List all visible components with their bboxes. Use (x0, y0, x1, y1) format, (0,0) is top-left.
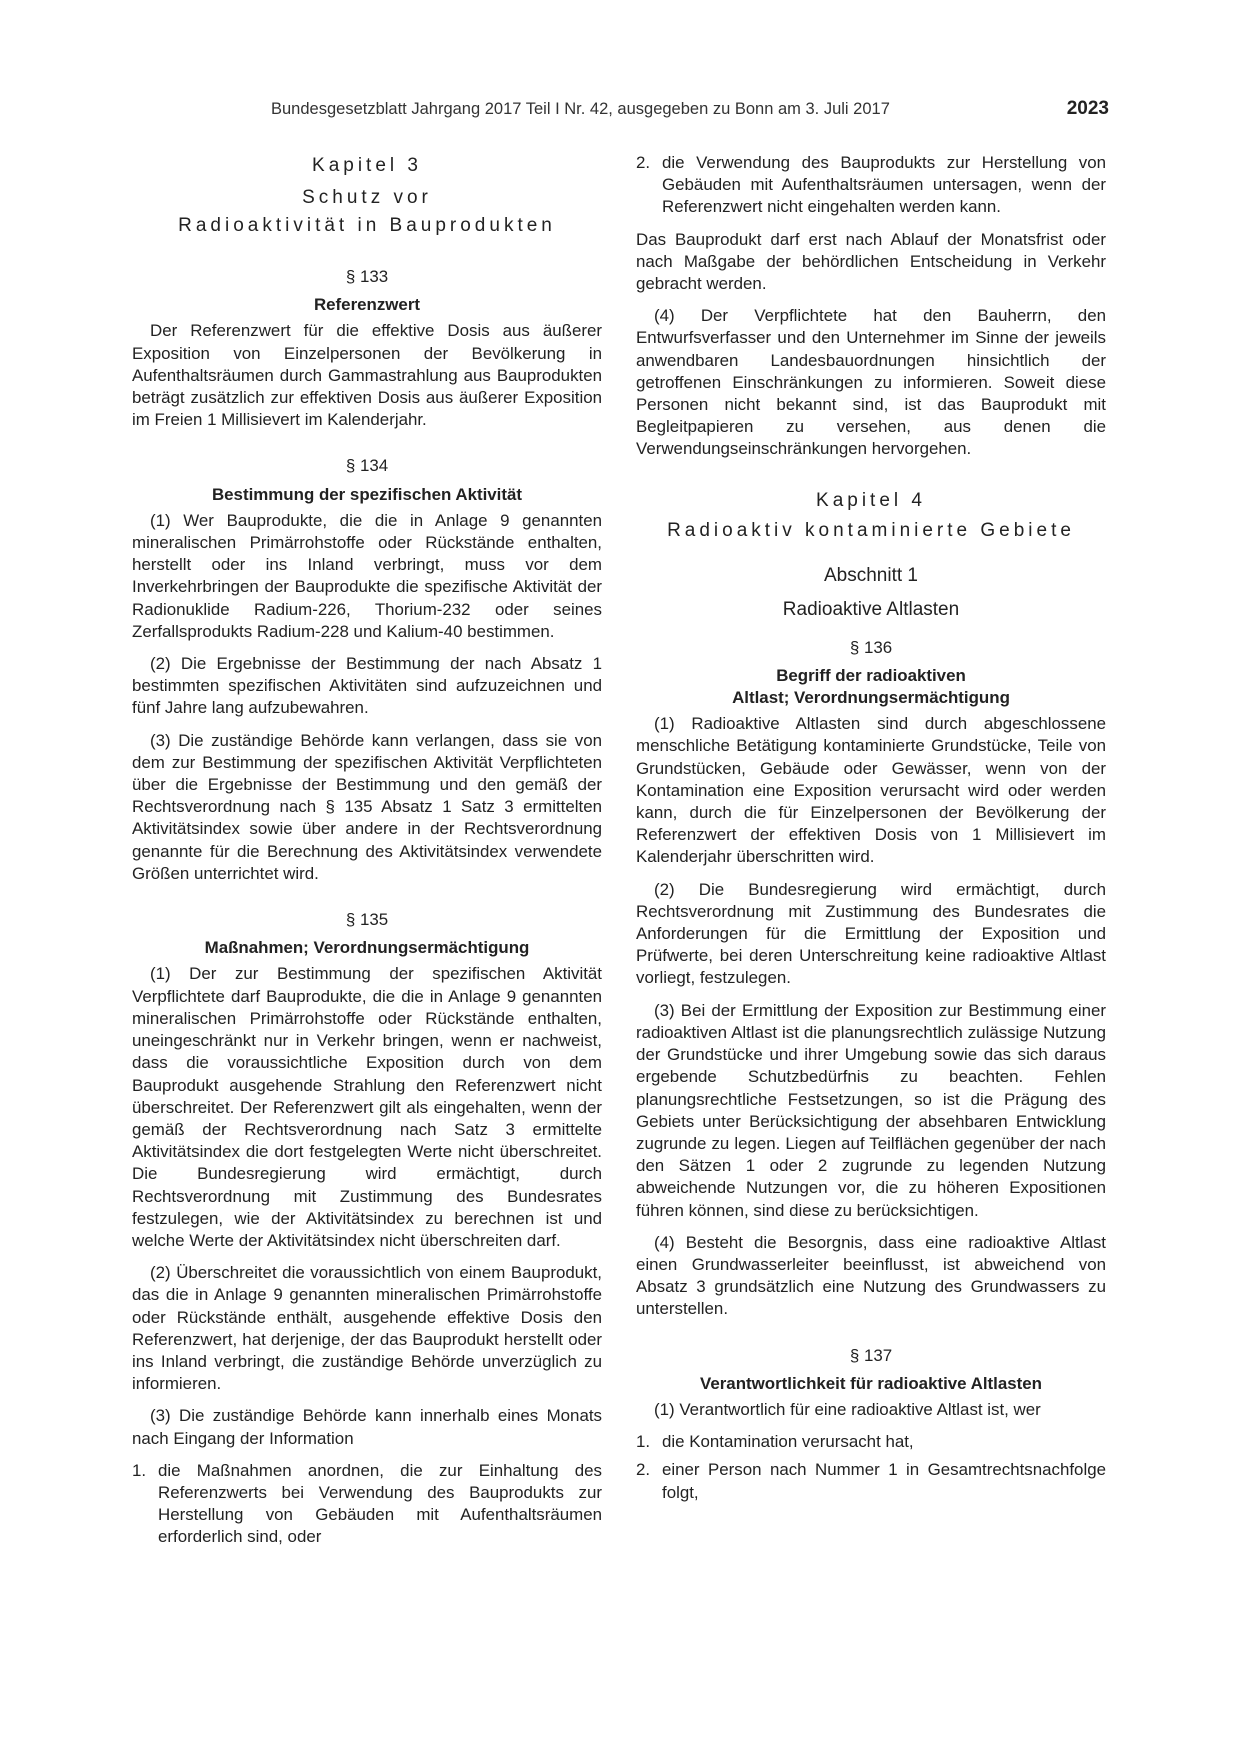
list-item-number: 2. (636, 1460, 651, 1480)
paragraph-number: § 133 (345, 267, 389, 286)
left-column (132, 152, 602, 1559)
list-item-text: die Kontamination verursacht hat, (662, 1432, 914, 1452)
chapter-subtitle: Radioaktiv kontaminierte Gebiete (667, 519, 1075, 541)
list-item (636, 152, 1106, 219)
list-item-text: einer Person nach Nummer 1 in Gesamtrechtsnachfolge folgt, (662, 1460, 1106, 1502)
paragraph-text: (2) Die Bundesregierung wird ermächtigt, durch Rechtsverordnung mit Zustimmung des Bundesrates die Anforderungen für die Ermittlung der Exposition und Prüfwerte, bei deren Unterschreitung keine radioaktive Altlast vorliegt, festzulegen. (636, 879, 1106, 988)
numbered-list (636, 152, 1106, 219)
paragraph-heading: Verantwortlichkeit für radioaktive Altlasten (700, 1373, 1042, 1393)
paragraph-number: § 135 (345, 910, 389, 930)
paragraph-text: (3) Die zuständige Behörde kann innerhalb eines Monats nach Eingang der Information (132, 1406, 602, 1448)
numbered-list (636, 1431, 1106, 1504)
paragraph-text: (4) Der Verpflichtete hat den Bauherrn, den Entwurfsverfasser und den Unternehmer im Sinne der jeweils anwendbaren Landesbauordnungen hinsichtlich der getroffenen Einschränkungen zu informieren. Soweit diese Personen nicht bekannt sind, ist das Bauprodukt mit Begleitpapieren zu versehen, aus denen die Verwendungseinschränkungen hervorgehen. (636, 306, 1106, 459)
list-item-number: 1. (636, 1432, 651, 1452)
running-header: Bundesgesetzblatt Jahrgang 2017 Teil I Nr. 42, ausgegeben zu Bonn am 3. Juli 2017 (271, 100, 890, 118)
paragraph-number: § 134 (345, 456, 389, 476)
list-item-number: 2. (636, 153, 651, 172)
paragraph-heading: Altlast; Verordnungsermächtigung (732, 688, 1010, 708)
paragraph-heading: Referenzwert (313, 295, 421, 315)
list-item (636, 1431, 1106, 1453)
chapter-subtitle: Schutz vor (302, 187, 432, 208)
paragraph-text: Der Referenzwert für die effektive Dosis aus äußerer Exposition von Einzelpersonen der Bevölkerung in Aufenthaltsräumen durch Gammastrahlung aus Bauprodukten beträgt zusätzlich zur effektiven Dosis aus äußerer Exposition im Freien 1 Millisievert im Kalenderjahr. (132, 321, 602, 430)
page-number: 2023 (1066, 98, 1109, 119)
paragraph-text: Das Bauprodukt darf erst nach Ablauf der Monatsfrist oder nach Maßgabe der behördlichen Entscheidung in Verkehr gebracht werden. (636, 229, 1106, 294)
paragraph-number: § 136 (849, 637, 893, 657)
list-item (132, 1460, 602, 1549)
list-item-number: 1. (132, 1460, 147, 1480)
paragraph-text: (2) Überschreitet die voraussichtlich von einem Bauprodukt, das die in Anlage 9 genannten mineralischen Primärrohstoffe oder Rückstände enthält, ausgehende effektive Dosis den Referenzwert, hat derjenige, der das Bauprodukt herstellt oder ins Inland verbringt, die zuständige Behörde unverzüglich zu informieren. (132, 1263, 602, 1394)
paragraph-text: (1) Der zur Bestimmung der spezifischen Aktivität Verpflichtete darf Bauprodukte, die die in Anlage 9 genannten mineralischen Primärrohstoffe oder Rückstände enthalten, uneingeschränkt nur in Verkehr bringen, wenn er nachweist, dass die voraussichtliche Exposition durch von dem Bauprodukt ausgehende Strahlung den Referenzwert nicht überschreitet. Der Referenzwert gilt als eingehalten, wenn der gemäß der Rechtsverordnung nach Satz 3 ermittelte Aktivitätsindex die dort festgelegten Werte nicht überschreitet. Die Bundesregierung wird ermächtigt, durch Rechtsverordnung mit Zustimmung des Bundesrates festzulegen, wie der Aktivitätsindex zu berechnen ist und welche Werte der Aktivitätsindex nicht überschreiten darf. (132, 964, 602, 1250)
numbered-list (132, 1460, 602, 1549)
paragraph-text: (1) Radioaktive Altlasten sind durch abgeschlossene menschliche Betätigung kontaminierte Grundstücke, Teile von Grundstücken, Gebäude oder Gewässer, wenn von der Kontamination eine Exposition verursacht wird oder werden kann, durch die für Einzelpersonen der Bevölkerung der Referenzwert der effektiven Dosis von 1 Millisievert im Kalenderjahr überschritten wird. (636, 714, 1106, 867)
list-item-text: die Maßnahmen anordnen, die zur Einhaltung des Referenzwerts bei Verwendung des Bauprodukts zur Herstellung von Gebäuden mit Aufenthaltsräumen erforderlich sind, oder (158, 1460, 602, 1547)
paragraph-text: (1) Verantwortlich für eine radioaktive Altlast ist, wer (654, 1399, 1041, 1419)
list-item (636, 1459, 1106, 1503)
paragraph-heading: Bestimmung der spezifischen Aktivität (211, 484, 523, 504)
chapter-title: Kapitel 4 (816, 489, 926, 511)
paragraph-text: (2) Die Ergebnisse der Bestimmung der nach Absatz 1 bestimmten spezifischen Aktivitäten sind aufzuzeichnen und fünf Jahre lang aufzubewahren. (132, 654, 602, 718)
section-subtitle: Radioaktive Altlasten (782, 598, 960, 620)
list-item-text: die Verwendung des Bauprodukts zur Herstellung von Gebäuden mit Aufenthaltsräumen untersagen, wenn der Referenzwert nicht eingehalten werden kann. (662, 153, 1106, 217)
paragraph-heading: Begriff der radioaktiven (776, 665, 966, 685)
paragraph-text: (1) Wer Bauprodukte, die die in Anlage 9 genannten mineralischen Primärrohstoffe oder Rückstände enthalten, herstellt oder ins Inland verbringt, muss vor dem Inverkehrbringen der Bauprodukte die spezifische Aktivität der Radionuklide Radium-226, Thorium-232 oder seines Zerfallsprodukts Radium-228 und Kalium-40 bestimmen. (132, 510, 602, 641)
paragraph-text: (4) Besteht die Besorgnis, dass eine radioaktive Altlast einen Grundwasserleiter beeinflusst, ist abweichend von Absatz 3 grundsätzlich eine Nutzung des Grundwassers zu unterstellen. (636, 1232, 1106, 1319)
right-column (636, 152, 1106, 1514)
paragraph-number: § 137 (849, 1345, 893, 1365)
paragraph-heading: Maßnahmen; Verordnungsermächtigung (204, 938, 530, 958)
chapter-title: Kapitel 3 (312, 155, 422, 176)
chapter-subtitle: Radioaktivität in Bauprodukten (178, 215, 556, 236)
section-title: Abschnitt 1 (824, 564, 918, 586)
paragraph-text: (3) Bei der Ermittlung der Exposition zur Bestimmung einer radioaktiven Altlast ist die planungsrechtlich zulässige Nutzung der Grundstücke und ihrer Umgebung sowie das sich daraus ergebende Schutzbedürfnis zu beachten. Fehlen planungsrechtliche Festsetzungen, so ist die Prägung des Gebiets unter Berücksichtigung der absehbaren Entwicklung zugrunde zu legen. Liegen auf Teilflächen gegenüber der nach den Sätzen 1 oder 2 zugrunde zu legenden Nutzung abweichende Nutzungen vor, die zu höheren Expositionen führen können, sind diese zu berücksichtigen. (636, 1000, 1106, 1220)
paragraph-text: (3) Die zuständige Behörde kann verlangen, dass sie von dem zur Bestimmung der spezifischen Aktivität Verpflichteten über die Ergebnisse der Bestimmung und den gemäß der Rechtsverordnung nach § 135 Absatz 1 Satz 3 ermittelten Aktivitätsindex sowie über andere in der Rechtsverordnung genannte für die Berechnung des Aktivitätsindex verwendete Größen unterrichtet wird. (132, 730, 602, 883)
